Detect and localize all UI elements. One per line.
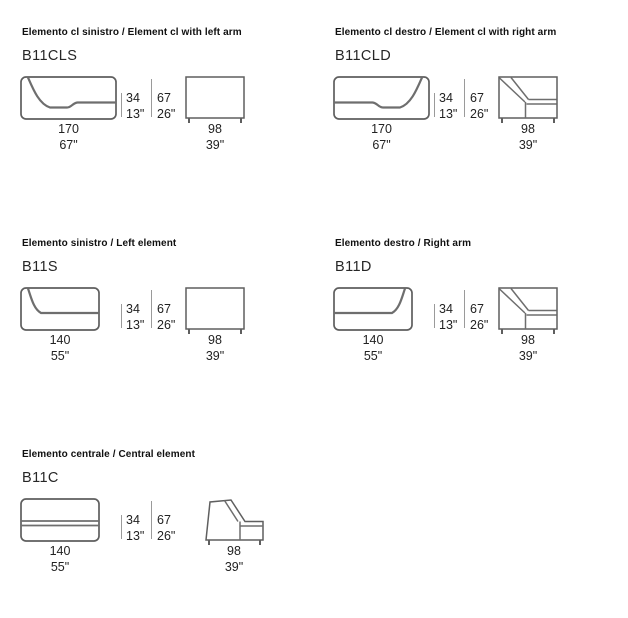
seat-height-leader-line bbox=[434, 304, 435, 328]
seat-height-cm: 34 bbox=[126, 513, 140, 527]
width-dimension bbox=[333, 122, 430, 153]
width-in: 55" bbox=[363, 348, 383, 363]
front-view-drawing-left-arm-chaise bbox=[20, 76, 117, 120]
depth-in: 39" bbox=[224, 559, 244, 574]
total-height-dimension bbox=[470, 302, 488, 333]
depth-cm: 98 bbox=[208, 122, 222, 136]
width-cm: 170 bbox=[371, 122, 392, 136]
total-height-leader-line bbox=[464, 79, 465, 117]
section-b11cld bbox=[333, 27, 628, 207]
total-height-cm: 67 bbox=[157, 91, 171, 105]
model-code: B11CLD bbox=[335, 48, 392, 64]
total-height-in: 26" bbox=[157, 106, 176, 121]
seat-height-cm: 34 bbox=[126, 91, 140, 105]
depth-dimension bbox=[202, 544, 266, 575]
width-dimension bbox=[333, 333, 413, 364]
width-dimension bbox=[20, 333, 100, 364]
seat-height-in: 13" bbox=[126, 106, 145, 121]
total-height-leader-line bbox=[464, 290, 465, 328]
total-height-in: 26" bbox=[157, 317, 176, 332]
seat-height-in: 13" bbox=[126, 528, 145, 543]
side-view-drawing-backrest bbox=[498, 76, 558, 124]
total-height-dimension bbox=[157, 302, 175, 333]
width-cm: 140 bbox=[49, 333, 71, 347]
seat-height-in: 13" bbox=[126, 317, 145, 332]
seat-height-dimension bbox=[126, 302, 144, 333]
side-view-drawing-chaise-profile bbox=[202, 498, 266, 546]
width-in: 55" bbox=[50, 559, 70, 574]
width-cm: 170 bbox=[58, 122, 79, 136]
seat-height-cm: 34 bbox=[126, 302, 140, 316]
total-height-leader-line bbox=[151, 290, 152, 328]
depth-in: 39" bbox=[518, 348, 538, 363]
front-view-drawing-left-arm bbox=[20, 287, 100, 331]
seat-height-cm: 34 bbox=[439, 302, 453, 316]
seat-height-in: 13" bbox=[439, 317, 458, 332]
seat-height-cm: 34 bbox=[439, 91, 453, 105]
depth-cm: 98 bbox=[208, 333, 222, 347]
side-view-drawing-plain bbox=[185, 287, 245, 335]
depth-in: 39" bbox=[205, 348, 225, 363]
model-code: B11C bbox=[22, 470, 59, 486]
width-dimension bbox=[20, 122, 117, 153]
depth-dimension bbox=[498, 122, 558, 153]
seat-height-dimension bbox=[126, 513, 144, 544]
depth-cm: 98 bbox=[521, 122, 535, 136]
front-view-drawing-central bbox=[20, 498, 100, 542]
depth-cm: 98 bbox=[521, 333, 535, 347]
total-height-cm: 67 bbox=[157, 513, 171, 527]
section-title: Elemento cl sinistro / Element cl with left arm bbox=[22, 27, 242, 38]
section-title: Elemento centrale / Central element bbox=[22, 449, 196, 460]
section-b11c bbox=[20, 449, 315, 618]
seat-height-dimension bbox=[439, 91, 457, 122]
section-b11d bbox=[333, 238, 628, 418]
total-height-cm: 67 bbox=[470, 91, 484, 105]
width-in: 67" bbox=[372, 137, 391, 152]
model-code: B11D bbox=[335, 259, 372, 275]
seat-height-leader-line bbox=[121, 93, 122, 117]
total-height-in: 26" bbox=[157, 528, 176, 543]
seat-height-leader-line bbox=[121, 515, 122, 539]
seat-height-dimension bbox=[126, 91, 144, 122]
depth-dimension bbox=[185, 122, 245, 153]
side-view-drawing-plain bbox=[185, 76, 245, 124]
model-code: B11CLS bbox=[22, 48, 78, 64]
total-height-cm: 67 bbox=[470, 302, 484, 316]
section-title: Elemento destro / Right arm bbox=[335, 238, 472, 249]
depth-in: 39" bbox=[518, 137, 538, 152]
front-view-drawing-right-arm-chaise bbox=[333, 76, 430, 120]
front-view-drawing-right-arm bbox=[333, 287, 413, 331]
section-b11s bbox=[20, 238, 315, 418]
section-title: Elemento cl destro / Element cl with right arm bbox=[335, 27, 557, 38]
depth-dimension bbox=[498, 333, 558, 364]
depth-in: 39" bbox=[205, 137, 225, 152]
width-in: 55" bbox=[50, 348, 70, 363]
model-code: B11S bbox=[22, 259, 58, 275]
section-title: Elemento sinistro / Left element bbox=[22, 238, 177, 249]
total-height-dimension bbox=[470, 91, 488, 122]
depth-dimension bbox=[185, 333, 245, 364]
total-height-dimension bbox=[157, 91, 175, 122]
width-cm: 140 bbox=[49, 544, 71, 558]
total-height-leader-line bbox=[151, 79, 152, 117]
total-height-in: 26" bbox=[470, 106, 489, 121]
depth-cm: 98 bbox=[227, 544, 241, 558]
total-height-in: 26" bbox=[470, 317, 489, 332]
seat-height-dimension bbox=[439, 302, 457, 333]
seat-height-leader-line bbox=[121, 304, 122, 328]
total-height-dimension bbox=[157, 513, 175, 544]
side-view-drawing-backrest bbox=[498, 287, 558, 335]
width-in: 67" bbox=[59, 137, 78, 152]
width-dimension bbox=[20, 544, 100, 575]
width-cm: 140 bbox=[362, 333, 384, 347]
seat-height-in: 13" bbox=[439, 106, 458, 121]
section-b11cls bbox=[20, 27, 315, 207]
seat-height-leader-line bbox=[434, 93, 435, 117]
total-height-leader-line bbox=[151, 501, 152, 539]
total-height-cm: 67 bbox=[157, 302, 171, 316]
